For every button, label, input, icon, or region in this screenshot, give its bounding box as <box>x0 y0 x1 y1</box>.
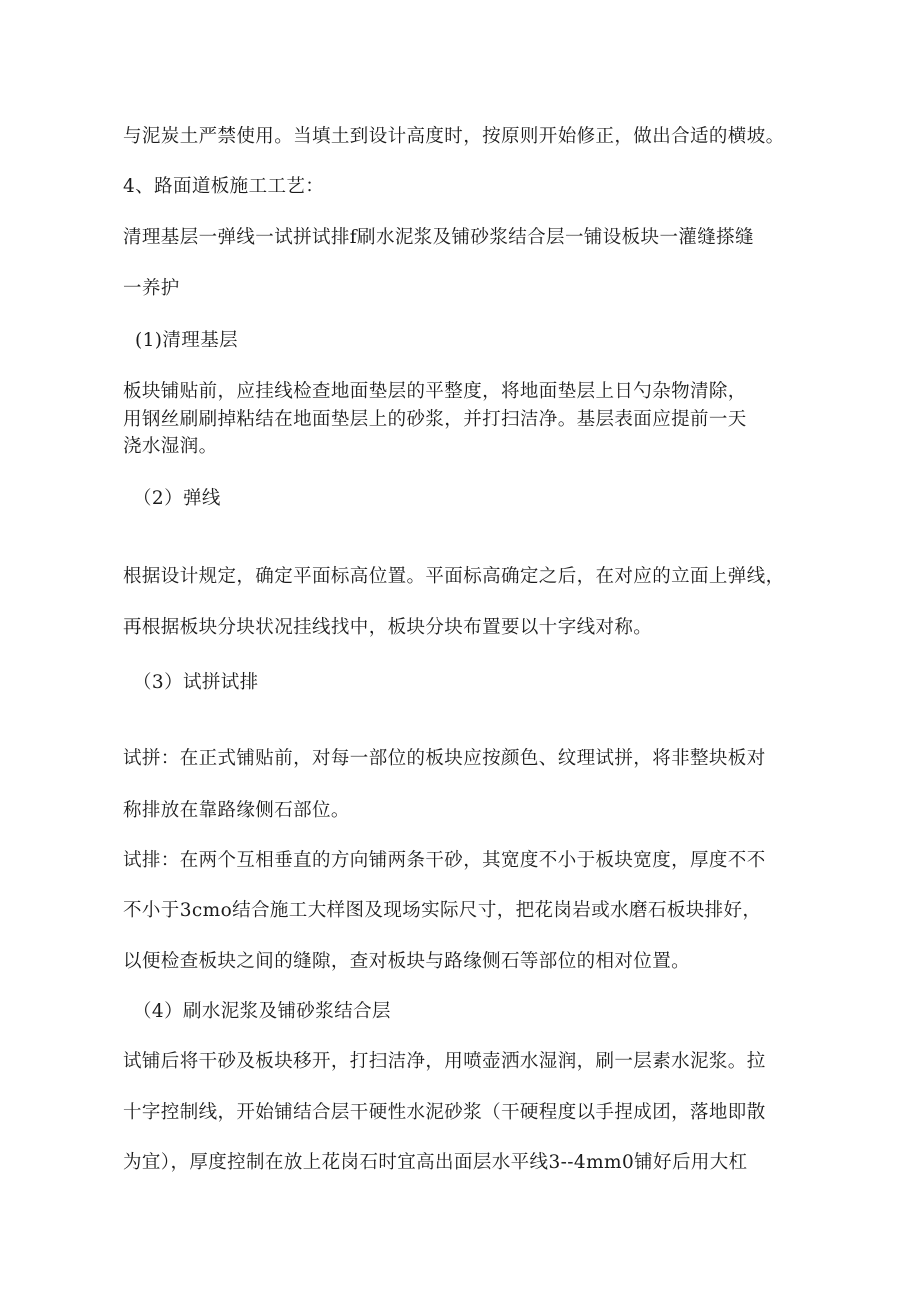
paragraph-line: 十字控制线，开始铺结合层干硬性水泥砂浆（干硬程度以手捏成团，落地即散 <box>123 1102 766 1123</box>
section-heading: 4、路面道板施工工艺： <box>123 176 325 197</box>
paragraph-line: 为宜），厚度控制在放上花岗石时宜高出面层水平线3--4mm0铺好后用大杠 <box>123 1152 748 1173</box>
paragraph-line: 用钢丝刷刷掉粘结在地面垫层上的砂浆，并打扫洁净。基层表面应提前一天 <box>123 409 747 430</box>
paragraph-line: 不小于3cmo结合施工大样图及现场实际尺寸，把花岗岩或水磨石板块排好， <box>123 900 762 921</box>
paragraph-line: 试铺后将干砂及板块移开，打扫洁净，用喷壶洒水湿润，刷一层素水泥浆。拉 <box>123 1051 766 1072</box>
subsection-heading: （3）试拼试排 <box>133 672 259 693</box>
paragraph-line: 试排：在两个互相垂直的方向铺两条干砂，其宽度不小于板块宽度，厚度不不 <box>123 850 766 871</box>
subsection-heading: (1)清理基层 <box>135 330 239 351</box>
paragraph-line: 再根据板块分块状况挂线找中，板块分块布置要以十字线对称。 <box>123 617 653 638</box>
subsection-heading: （2）弹线 <box>133 488 221 509</box>
paragraph-line: 与泥炭土严禁使用。当填土到设计高度时，按原则开始修正，做出合适的横坡。 <box>123 126 785 147</box>
subsection-heading: （4）刷水泥浆及铺砂浆结合层 <box>133 1001 391 1022</box>
paragraph-line: 试拼：在正式铺贴前，对每一部位的板块应按颜色、纹理试拼，将非整块板对 <box>123 748 766 769</box>
paragraph-line: 板块铺贴前，应挂线检查地面垫层的平整度，将地面垫层上日勺杂物清除， <box>123 381 747 402</box>
paragraph-line: 浇水湿润。 <box>123 436 218 457</box>
paragraph-line: 一养护 <box>123 278 180 299</box>
paragraph-line: 以便检查板块之间的缝隙，查对板块与路缘侧石等部位的相对位置。 <box>123 951 691 972</box>
paragraph-line: 称排放在靠路缘侧石部位。 <box>123 800 350 821</box>
paragraph-line: 清理基层一弹线一试拼试排f刷水泥浆及铺砂浆结合层一铺设板块一灌缝搽缝 <box>123 227 754 248</box>
paragraph-line: 根据设计规定，确定平面标高位置。平面标高确定之后，在对应的立面上弹线， <box>123 566 785 587</box>
